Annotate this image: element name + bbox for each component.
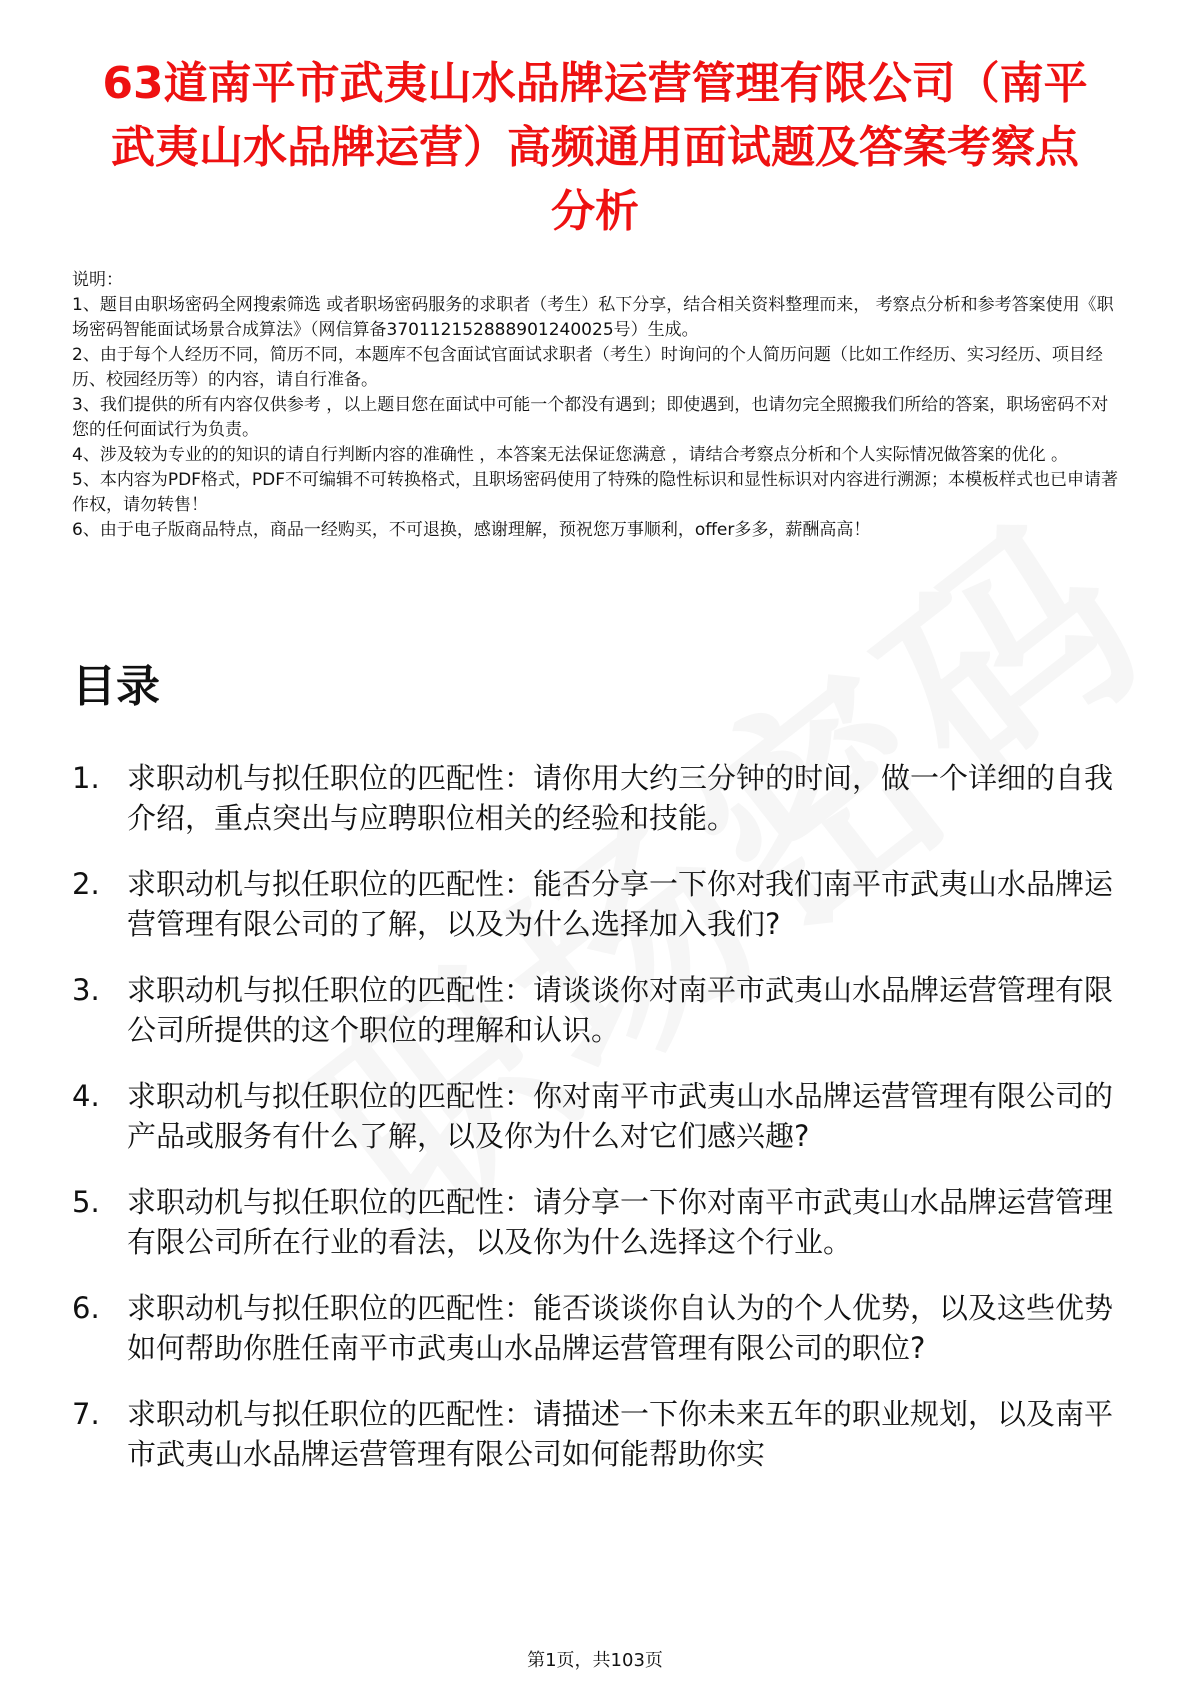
notes-section [72,268,1122,543]
toc-item[interactable] [72,758,1122,838]
toc-heading: 目录 [72,661,160,712]
toc-item-number: 2. [72,867,100,901]
toc-item[interactable] [72,970,1122,1050]
notes-item: 2、由于每个人经历不同，简历不同，本题库不包含面试官面试求职者（考生）时询问的个人简历问题（比如工作经历、实习经历、项目经历、校园经历等）的内容，请自行准备。 [72,345,1103,390]
notes-item: 3、我们提供的所有内容仅供参考 ，以上题目您在面试中可能一个都没有遇到；即使遇到，也请勿完全照搬我们所给的答案，职场密码不对您的任何面试行为负责。 [72,395,1109,440]
toc-item-text: 求职动机与拟任职位的匹配性：能否谈谈你自认为的个人优势，以及这些优势如何帮助你胜任南平市武夷山水品牌运营管理有限公司的职位? [127,1291,1114,1365]
document-title: 63道南平市武夷山水品牌运营管理有限公司（南平武夷山水品牌运营）高频通用面试题及答案考察点分析 [102,58,1088,237]
toc-item-text: 求职动机与拟任职位的匹配性：请你用大约三分钟的时间，做一个详细的自我介绍，重点突出与应聘职位相关的经验和技能。 [127,761,1114,835]
toc-item-number: 3. [72,973,100,1007]
toc-item-number: 7. [72,1397,100,1431]
toc-item[interactable] [72,1076,1122,1156]
toc-item-number: 5. [72,1185,100,1219]
toc-item[interactable] [72,1394,1122,1474]
toc-item[interactable] [72,864,1122,944]
page-number-footer: 第1页，共103页 [527,1650,663,1671]
toc-item-text: 求职动机与拟任职位的匹配性：你对南平市武夷山水品牌运营管理有限公司的产品或服务有什么了解，以及你为什么对它们感兴趣? [127,1079,1114,1153]
toc-item[interactable] [72,1182,1122,1262]
toc-list [72,758,1122,1500]
toc-item-number: 4. [72,1079,100,1113]
notes-heading: 说明： [72,270,123,290]
toc-item-text: 求职动机与拟任职位的匹配性：能否分享一下你对我们南平市武夷山水品牌运营管理有限公司的了解，以及为什么选择加入我们? [127,867,1114,941]
toc-item-number: 1. [72,761,100,795]
notes-item: 4、涉及较为专业的的知识的请自行判断内容的准确性 ，本答案无法保证您满意 ，请结合考察点分析和个人实际情况做答案的优化 。 [72,445,1069,465]
notes-item: 1、题目由职场密码全网搜索筛选 或者职场密码服务的求职者（考生）私下分享，结合相关资料整理而来， 考察点分析和参考答案使用《职场密码智能面试场景合成算法》（网信算备370112152888901240025号）生成。 [72,295,1114,340]
toc-item[interactable] [72,1288,1122,1368]
toc-item-text: 求职动机与拟任职位的匹配性：请分享一下你对南平市武夷山水品牌运营管理有限公司所在行业的看法，以及你为什么选择这个行业。 [127,1185,1114,1259]
toc-item-number: 6. [72,1291,100,1325]
notes-item: 5、本内容为PDF格式，PDF不可编辑不可转换格式，且职场密码使用了特殊的隐性标识和显性标识对内容进行溯源；本模板样式也已申请著作权，请勿转售！ [72,470,1119,515]
toc-item-text: 求职动机与拟任职位的匹配性：请谈谈你对南平市武夷山水品牌运营管理有限公司所提供的这个职位的理解和认识。 [127,973,1114,1047]
notes-item: 6、由于电子版商品特点，商品一经购买，不可退换，感谢理解，预祝您万事顺利，offer多多，薪酬高高！ [72,520,871,540]
toc-item-text: 求职动机与拟任职位的匹配性：请描述一下你未来五年的职业规划，以及南平市武夷山水品牌运营管理有限公司如何能帮助你实 [127,1397,1114,1471]
